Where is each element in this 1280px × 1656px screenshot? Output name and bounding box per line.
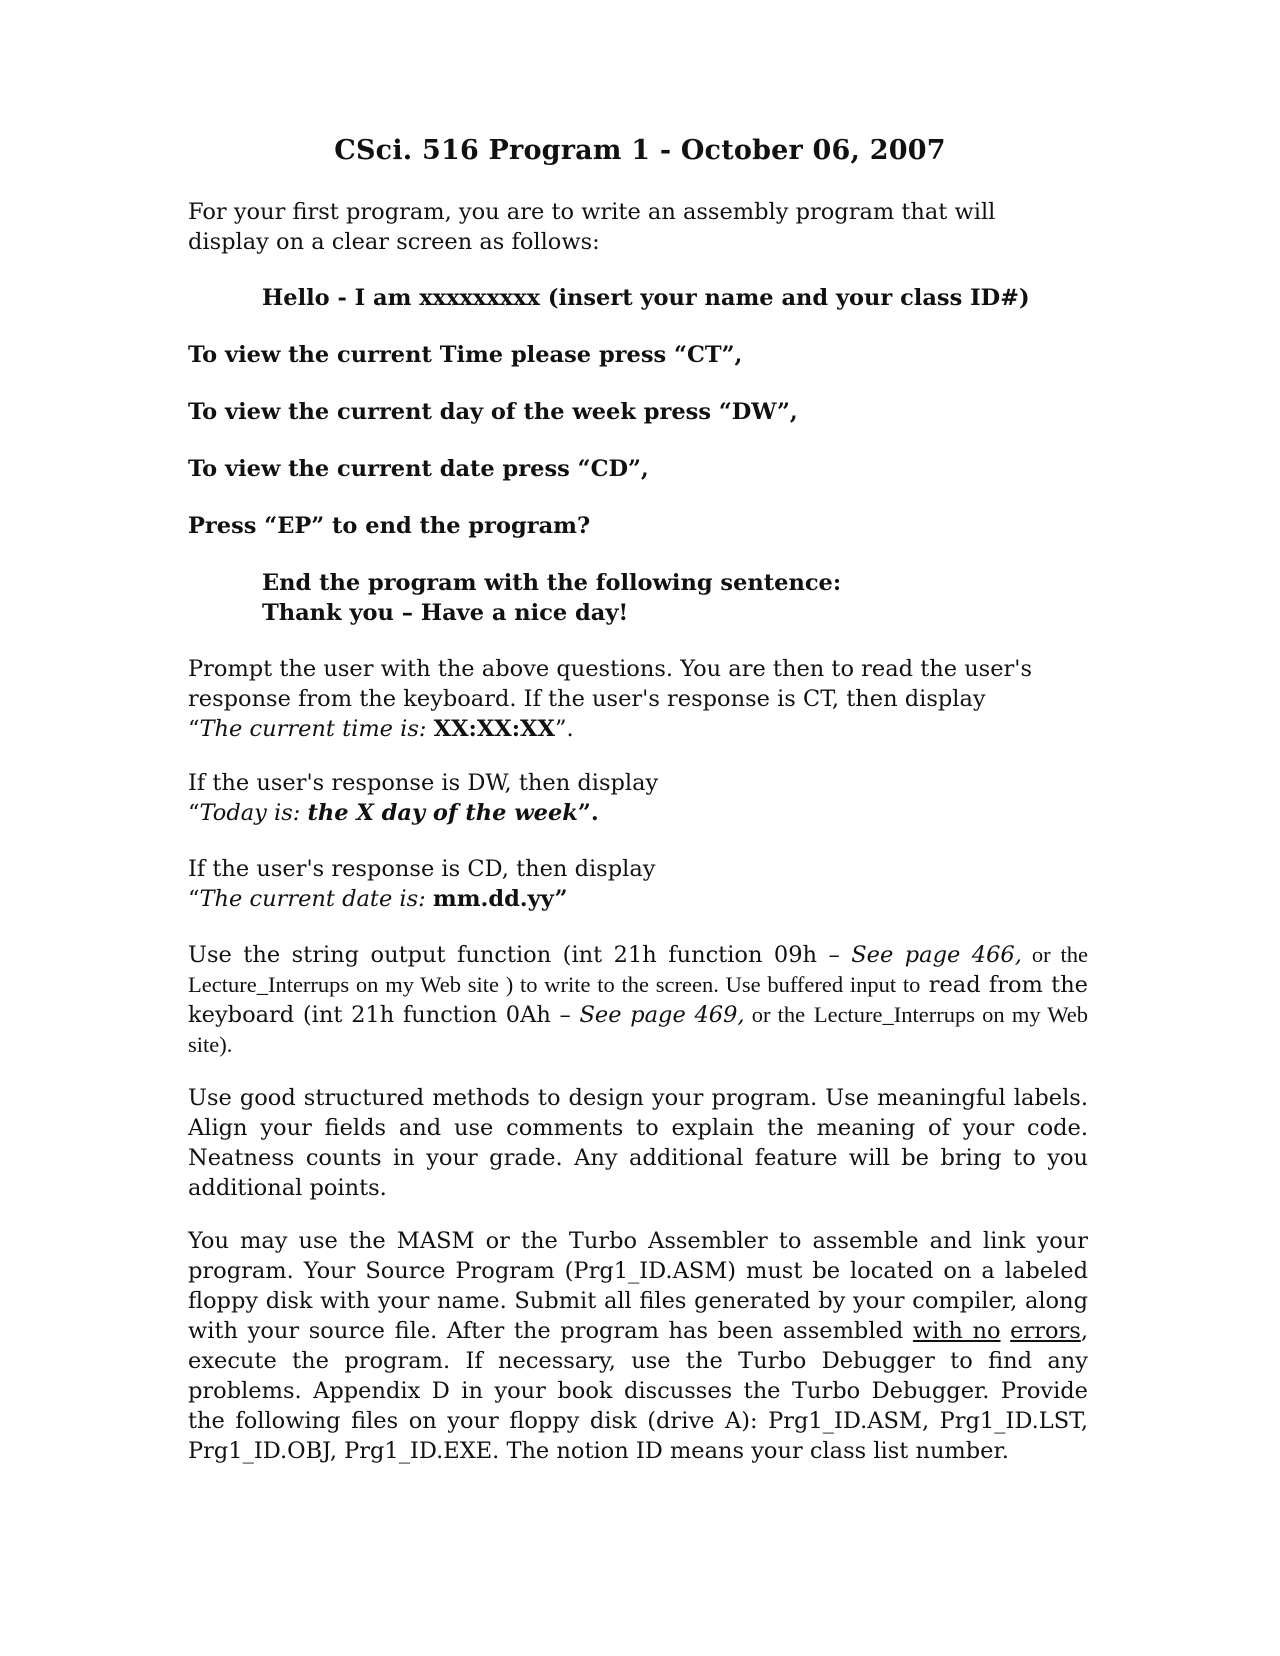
paragraph-text: Lecture_Interrups on my Web site). [188,1002,1089,1057]
option-cd-text: To view the current date press “CD”, [188,456,649,482]
dw-line: If the user's response is DW, then display [188,770,659,796]
option-dw [188,397,1088,427]
ending-line: End the program with the following sentence: [262,570,842,596]
assembler-paragraph [188,1226,1088,1466]
paragraph-text: read from the keyboard (int 21h function 0Ah – [188,972,1088,1028]
dw-paragraph [188,768,1088,828]
option-ep [188,511,1088,541]
underlined-text: with no [912,1318,1001,1344]
day-label: Today is: [199,800,308,826]
page-reference: See page 466, [851,942,1022,968]
paragraph-text: the following files on your floppy disk (drive A): Prg1_ID.ASM, Prg1_ID.LST, [188,1408,1088,1434]
paragraph-text: , execute the program. If necessary, use the Turbo Debugger to find any [188,1318,1088,1374]
cd-line-output [188,884,1088,914]
option-cd [188,454,1088,484]
paragraph-text: along with your source file. After the program has been assembled [188,1288,1088,1344]
time-label: The current time is: [199,716,434,742]
paragraph-text: floppy disk with your name. Submit all files generated by your compiler, [188,1288,1018,1314]
paragraph-text: or the [744,1002,806,1027]
prompt-line-time [188,714,1088,744]
quote-open: “ [188,886,200,912]
date-label: The current date is: [199,886,433,912]
hello-text: Hello - I am xxxxxxxxx (insert your name and your class ID#) [262,285,1030,311]
paragraph-text: program. Your Source Program (Prg1_ID.ASM) must be located on a labeled [188,1258,1088,1284]
string-output-paragraph [188,940,1088,1060]
underlined-text: errors [1010,1318,1081,1344]
option-ct [188,340,1088,370]
paragraph-text: Use good structured methods to design your program. Use meaningful labels. [188,1085,1088,1111]
quote-close: ” [554,886,568,912]
option-ct-text: To view the current Time please press “CT”, [188,342,743,368]
ending-block [262,568,1102,628]
paragraph-text: problems. Appendix D in your book discusses the Turbo Debugger. Provide [188,1378,1088,1404]
dw-line-output [188,798,1088,828]
quote-close: ”. [554,716,574,742]
intro-line: display on a clear screen as follows: [188,229,600,255]
page-reference: See page 469, [579,1002,745,1028]
time-format: XX:XX:XX [433,716,555,742]
prompt-paragraph [188,654,1088,744]
date-format: mm.dd.yy [432,886,555,912]
cd-paragraph [188,854,1088,914]
hello-line [262,283,1102,313]
paragraph-text: You may use the MASM or the Turbo Assembler to assemble and link your [188,1228,1088,1254]
paragraph-text: Lecture_Interrups on my Web site ) to write to the screen. Use buffered input to [188,972,921,997]
intro-line: For your first program, you are to write an assembly program that will [188,199,996,225]
paragraph-text: Prg1_ID.OBJ, Prg1_ID.EXE. The notion ID means your class list number. [188,1438,1009,1464]
prompt-line: response from the keyboard. If the user's response is CT, then display [188,686,986,712]
prompt-line: Prompt the user with the above questions. You are then to read the user's [188,656,1033,682]
cd-line: If the user's response is CD, then display [188,856,656,882]
paragraph-text: additional points. [188,1175,387,1201]
page-title: CSci. 516 Program 1 - October 06, 2007 [334,135,946,166]
day-format: the X day of the week [307,800,578,826]
paragraph-text: Neatness counts in your grade. Any additional feature will be bring to you [188,1145,1088,1171]
ending-line: Thank you – Have a nice day! [262,600,629,626]
paragraph-text: or the [1021,942,1089,967]
option-ep-text: Press “EP” to end the program? [188,513,591,539]
paragraph-text: Use the string output function (int 21h function 09h – [188,942,852,968]
quote-open: “ [188,800,200,826]
structure-paragraph [188,1083,1088,1203]
quote-open: “ [188,716,200,742]
quote-close: ”. [577,800,599,826]
option-dw-text: To view the current day of the week press “DW”, [188,399,798,425]
intro-paragraph [188,197,1088,257]
paragraph-text: Align your fields and use comments to explain the meaning of your code. [188,1115,1088,1141]
